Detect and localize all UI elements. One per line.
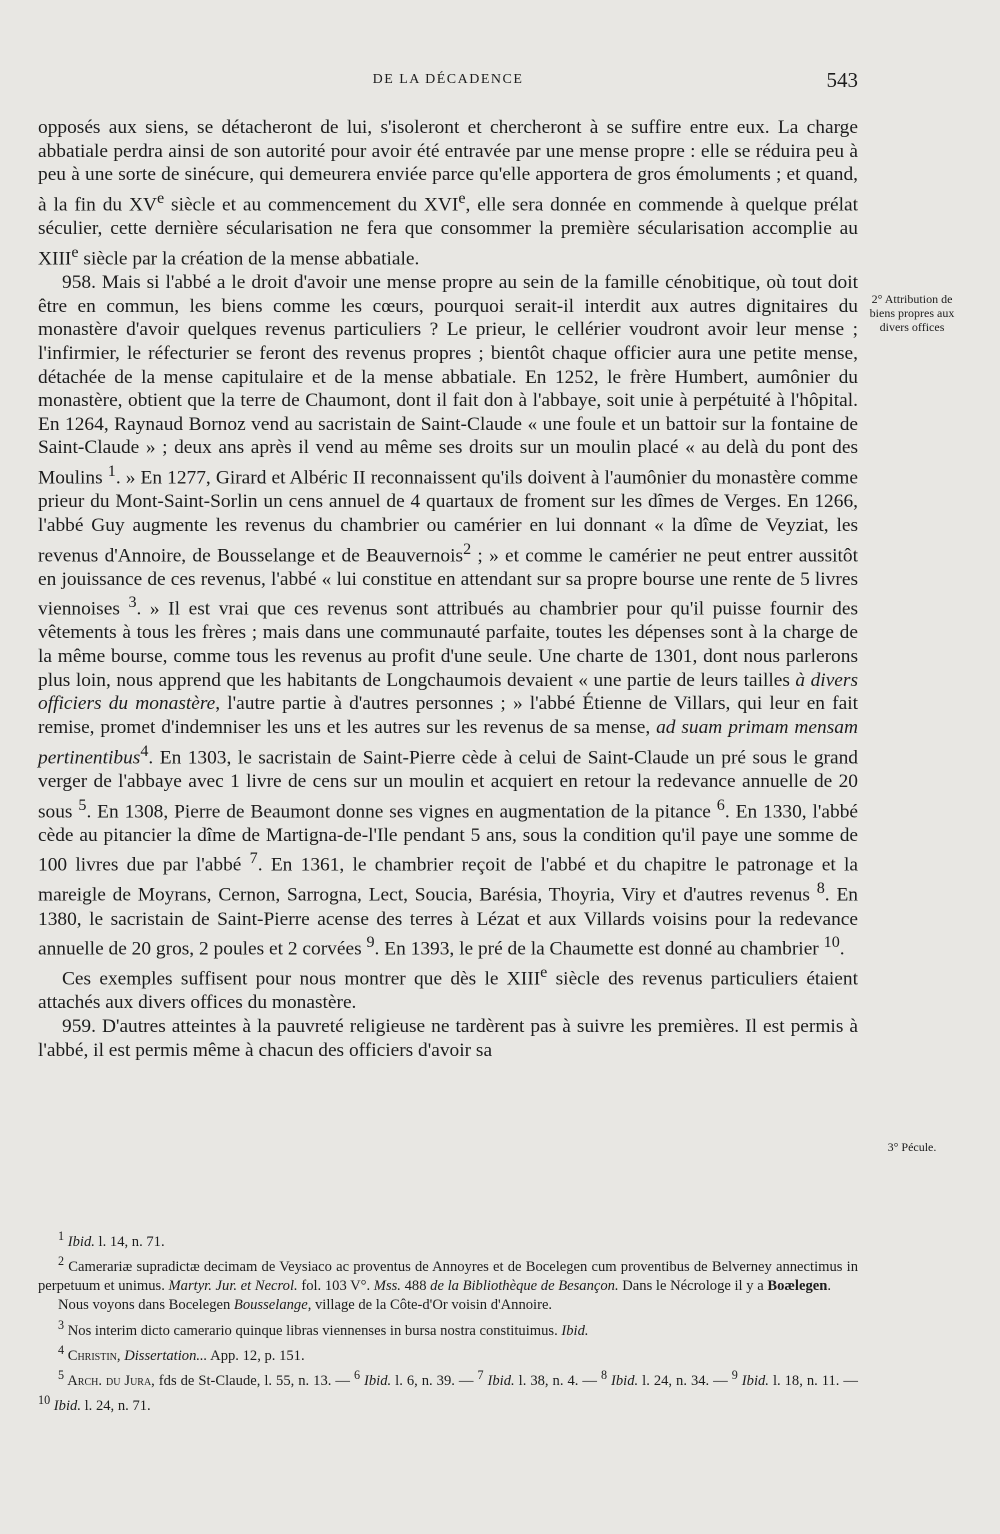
page-header (38, 68, 858, 94)
footnote-ref: 6 (716, 796, 725, 814)
page-number: 543 (826, 68, 858, 92)
running-title: DE LA DÉCADENCE (372, 72, 524, 87)
footnote-ref: 1 (107, 463, 116, 481)
footnote-ref: 10 (823, 934, 840, 952)
footnote-1: $^1$ Ibid. l. 14, n. 71. (58, 1229, 165, 1250)
paragraph-958: 958. Mais si l'abbé a le droit d'avoir une mense propre au sein de la famille cénobitique, où tout doit être en commun, les biens comme les cœurs, pourquoi serait-il interdit aux autres dignitaires du monastère d'avoir quelques revenus particuliers ? Le prieur, le cellérier voudront avoir leur mense ; l'infirmier, le réfecturier se feront des revenus propres ; bientôt chaque officier aura une petite mense, détachée de la mense capitulaire et de la mense abbatiale. En 1252, le frère Humbert, aumônier du monastère, obtient que la terre de Chaumont, dont il fait don à l'abbaye, soit unie à perpétuité à l'hôpital. En 1264, Raynaud Bornoz vend au sacristain de Saint-Claude « une foule et un battoir sur la fontaine de Saint-Claude » ; deux ans après il vend au même ses droits sur un moulin placé « au delà du pont des Moulins $^1$. » En 1277, Girard et Albéric II reconnaissent qu'ils doivent à l'aumônier du monastère comme prieur du Mont-Saint-Sorlin un cens annuel de 4 quartaux de froment sur les dîmes de Verges. En 1266, l'abbé Guy augmente les revenus du chambrier ou camérier en lui donnant « la dîme de Veyziat, les revenus d'Annoire, de Bousselange et de Beauvernois$^2$ ; » et comme le camérier ne peut entrer aussitôt en jouissance de ces revenus, l'abbé « lui constitue en attendant sur sa propre bourse une rente de 5 livres viennoises $^3$. » Il est vrai que ces revenus sont attribués au chambrier pour qu'il puisse fournir des vêtements à tous les frères ; mais dans une communauté parfaite, toutes les dépenses sont à la charge de la même bourse, comme tous les revenus au profit d'une seule. Une charte de 1301, dont nous parlerons plus loin, nous apprend que les habitants de Longchaumois devaient « une partie de leurs tailles à divers officiers du monastère, l'autre partie à d'autres personnes ; » l'abbé Étienne de Villars, qui leur en fait remise, promet d'indemniser les uns et les autres sur les revenus de sa mense, ad suam primam mensam pertinentibus$^4$. En 1303, le sacristain de Saint-Pierre cède à celui de Saint-Claude un pré sous le grand verger de l'abbaye avec 1 livre de cens sur un moulin et acquiert en retour la redevance annuelle de 20 sous $^5$. En 1308, Pierre de Beaumont donne ses vignes en augmentation de la pitance $^6$. En 1330, l'abbé cède au pitancier la dîme de Martigna-de-l'Ile pendant 5 ans, sous la condition qu'il paye une somme de 100 livres due par l'abbé $^7$. En 1361, le chambrier reçoit de l'abbé et du chapitre le patronage et la mareigle de Moyrans, Cernon, Sarrogna, Lect, Soucia, Barésia, Thoyria, Viry et d'autres revenus $^8$. En 1380, le sacristain de Saint-Pierre acense des terres à Lézat et aux Villards voisins pour la redevance annuelle de 20 gros, 2 poules et 2 corvées $^9$. En 1393, le pré de la Chaumette est donné au chambrier $^{10}$. (38, 271, 859, 960)
footnote-3: $^3$ Nos interim dicto camerario quinque libras viennenses in bursa nostra constituimus. Ibid. (58, 1317, 589, 1339)
footnote-ref: 2 (463, 540, 472, 558)
margin-note-attribution: 2° Attribution de biens propres aux divers offices (869, 292, 955, 334)
paragraph-959: 959. D'autres atteintes à la pauvreté religieuse ne tardèrent pas à suivre les premières. Il est permis à l'abbé, il est permis même à chacun des officiers d'avoir sa (38, 1016, 858, 1061)
main-text (38, 116, 858, 1062)
footnote-ref: 9 (366, 934, 375, 952)
paragraph-continuation: opposés aux siens, se détacheront de lui, s'isoleront et chercheront à se suffire entre eux. La charge abbatiale perdra ainsi de son autorité pour avoir été entravée par une mense propre : elle se réduira peu à peu à une sorte de sinécure, qui demeurera enviée parce qu'elle apportera de gros émoluments ; et quand, à la fin du XVe siècle et au commencement du XVIe, elle sera donnée en commende à quelque prélat séculier, cette dernière sécularisation ne fera que consommer la première sécularisation accomplie au XIIIe siècle par la création de la mense abbatiale. (38, 117, 858, 270)
paragraph-conclusion: Ces exemples suffisent pour nous montrer que dès le XIIIe siècle des revenus particuliers étaient attachés aux divers offices du monastère. (38, 964, 859, 1014)
footnote-2: $^2$ Camerariæ supradictæ decimam de Veysiaco ac proventus de Annoyres et de Bocelegen cum proventibus de Belverney annectimus in perpetuum et unimus. Martyr. Jur. et Necrol. fol. 103 V°. Mss. 488 de la Bibliothèque de Besançon. Dans le Nécrologe il y a Boælegen. (38, 1254, 858, 1295)
margin-note-pecule: 3° Pécule. (887, 1140, 937, 1154)
footnote-2-continuation: Nous voyons dans Bocelegen Bousselange, village de la Côte-d'Or voisin d'Annoire. (58, 1297, 553, 1314)
footnote-ref: 7 (249, 850, 258, 868)
footnote-4: $^4$ Christin, Dissertation... App. 12, p. 151. (58, 1342, 305, 1364)
footnote-5-10: $^5$ Arch. du Jura, fds de St-Claude, l. 55, n. 13. — $^6$ Ibid. l. 6, n. 39. — $^7$ Ibid. l. 38, n. 4. — $^8$ Ibid. l. 24, n. 34. — $^9$ Ibid. l. 18, n. 11. — $^{10}$ Ibid. l. 24, n. 71. (38, 1367, 859, 1414)
footnotes (38, 1227, 858, 1416)
footnote-ref: 3 (128, 594, 137, 612)
footnote-ref: 5 (78, 796, 87, 814)
footnote-ref: 4 (140, 742, 149, 760)
footnote-ref: 8 (816, 880, 825, 898)
